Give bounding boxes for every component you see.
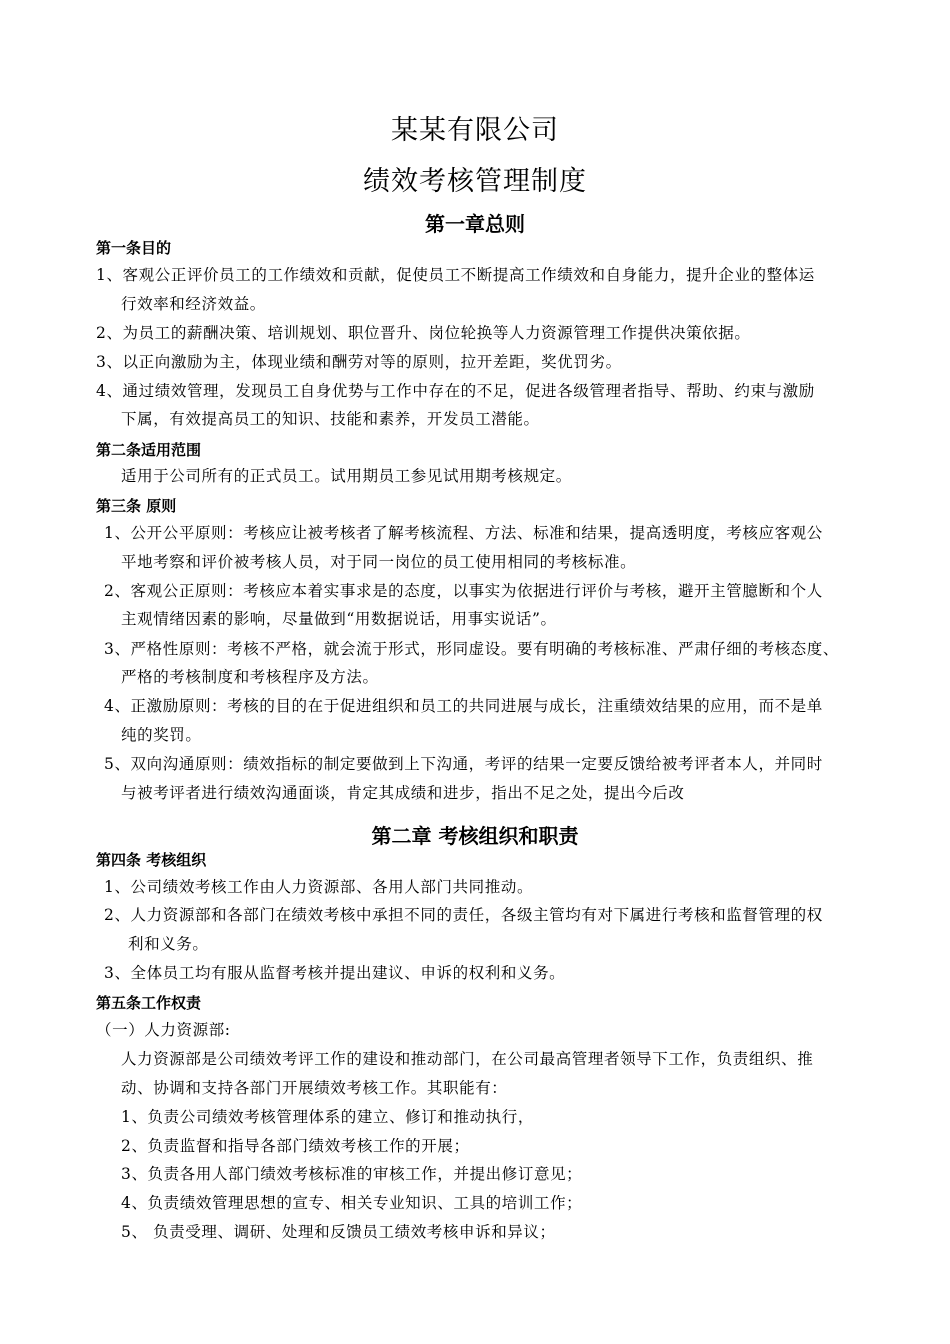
article-3-heading: 第三条 原则: [96, 497, 177, 515]
article-3-item-4-line-2: 纯的奖罚。: [121, 726, 202, 744]
article-2-heading: 第二条适用范围: [96, 441, 202, 459]
article-4-heading: 第四条 考核组织: [96, 851, 207, 869]
hr-duty-4: 4、负责绩效管理思想的宣专、相关专业知识、工具的培训工作；: [121, 1194, 583, 1212]
article-4-item-2-line-2: 利和义务。: [128, 935, 209, 953]
hr-duty-3: 3、负责各用人部门绩效考核标准的审核工作，并提出修订意见；: [121, 1165, 583, 1183]
article-5-heading: 第五条工作权责: [96, 994, 202, 1012]
article-1-item-4-line-2: 下属，有效提高员工的知识、技能和素养，开发员工潜能。: [121, 410, 540, 428]
article-3-item-2-line-2: 主观情绪因素的影响，尽量做到“用数据说话，用事实说话”。: [121, 610, 557, 628]
article-3-item-1-line-1: 1、公开公平原则：考核应让被考核者了解考核流程、方法、标准和结果，提高透明度，考核应客观公: [104, 524, 823, 542]
chapter-1-heading: 第一章总则: [425, 212, 525, 236]
article-4-item-3: 3、全体员工均有服从监督考核并提出建议、申诉的权利和义务。: [104, 964, 566, 982]
article-3-item-2-line-1: 2、客观公正原则：考核应本着实事求是的态度，以事实为依据进行评价与考核，避开主管臆断和个人: [104, 582, 823, 600]
article-2-paragraph: 适用于公司所有的正式员工。试用期员工参见试用期考核规定。: [121, 467, 572, 485]
article-3-item-3-line-2: 严格的考核制度和考核程序及方法。: [121, 668, 379, 686]
company-name: 某某有限公司: [391, 115, 559, 146]
hr-duty-1: 1、负责公司绩效考核管理体系的建立、修订和推动执行，: [121, 1108, 534, 1126]
article-1-item-2: 2、为员工的薪酬决策、培训规划、职位晋升、岗位轮换等人力资源管理工作提供决策依据。: [96, 324, 751, 342]
article-5-subsection-hr: （一）人力资源部:: [96, 1021, 231, 1039]
article-3-item-5-line-2: 与被考评者进行绩效沟通面谈，肯定其成绩和进步，指出不足之处，提出今后改: [121, 784, 685, 802]
article-1-item-1-line-2: 行效率和经济效益。: [121, 295, 266, 313]
hr-duty-5: 5、 负责受理、调研、处理和反馈员工绩效考核申诉和异议；: [121, 1223, 556, 1241]
article-3-item-3-line-1: 3、严格性原则：考核不严格，就会流于形式，形同虚设。要有明确的考核标准、严肃仔细的考核态度、: [104, 640, 839, 658]
article-3-item-1-line-2: 平地考察和评价被考核人员，对于同一岗位的员工使用相同的考核标准。: [121, 553, 637, 571]
article-4-item-2-line-1: 2、人力资源部和各部门在绩效考核中承担不同的责任，各级主管均有对下属进行考核和监督管理的权: [104, 906, 823, 924]
article-3-item-5-line-1: 5、双向沟通原则：绩效指标的制定要做到上下沟通，考评的结果一定要反馈给被考评者本人，并同时: [104, 755, 823, 773]
article-1-item-4-line-1: 4、通过绩效管理，发现员工自身优势与工作中存在的不足，促进各级管理者指导、帮助、约束与激励: [96, 382, 815, 400]
article-3-item-4-line-1: 4、正激励原则：考核的目的在于促进组织和员工的共同进展与成长，注重绩效结果的应用，而不是单: [104, 697, 823, 715]
article-5-paragraph-line-1: 人力资源部是公司绩效考评工作的建设和推动部门，在公司最高管理者领导下工作，负责组织、推: [121, 1050, 814, 1068]
article-1-item-3: 3、以正向激励为主，体现业绩和酬劳对等的原则，拉开差距，奖优罚劣。: [96, 353, 622, 371]
article-5-paragraph-line-2: 动、协调和支持各部门开展绩效考核工作。其职能有：: [121, 1079, 508, 1097]
article-4-item-1: 1、公司绩效考核工作由人力资源部、各用人部门共同推动。: [104, 878, 534, 896]
chapter-2-heading: 第二章 考核组织和职责: [371, 824, 579, 848]
document-title: 绩效考核管理制度: [363, 166, 587, 197]
article-1-heading: 第一条目的: [96, 239, 172, 257]
hr-duty-2: 2、负责监督和指导各部门绩效考核工作的开展；: [121, 1137, 470, 1155]
article-1-item-1-line-1: 1、客观公正评价员工的工作绩效和贡献，促使员工不断提高工作绩效和自身能力，提升企业的整体运: [96, 266, 815, 284]
